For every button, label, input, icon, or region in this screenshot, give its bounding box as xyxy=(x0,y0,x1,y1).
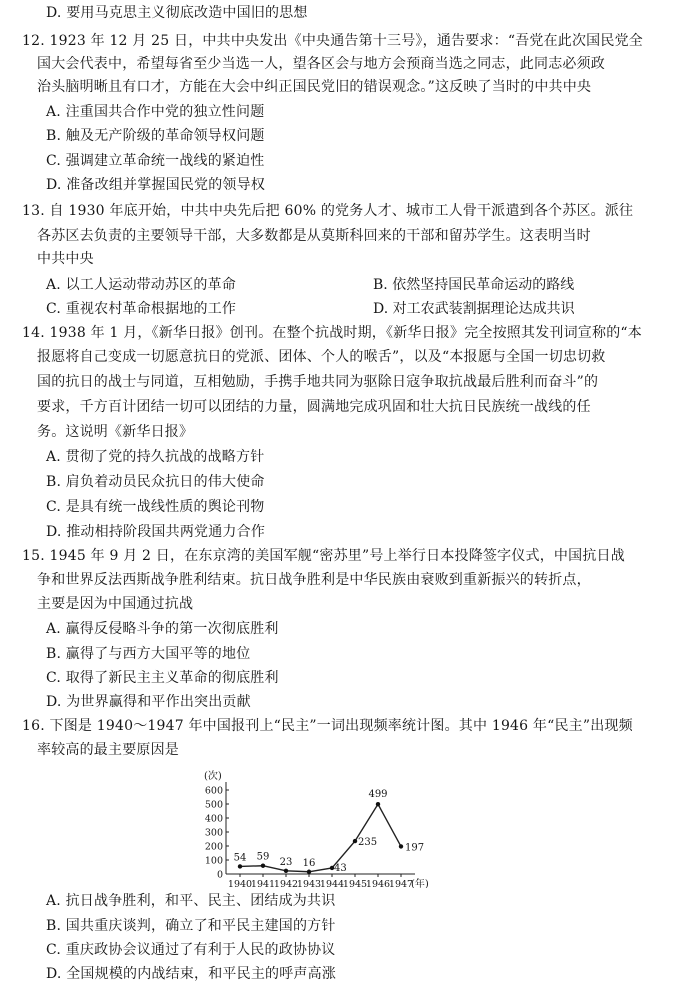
q12-option-b: B. 触及无产阶级的革命领导权问题 xyxy=(46,128,265,144)
q11-option-d: D. 要用马克思主义彻底改造中国旧的思想 xyxy=(46,5,308,21)
q13-option-b: B. 依然坚持国民革命运动的路线 xyxy=(373,277,575,293)
data-point xyxy=(353,839,357,843)
data-label: 23 xyxy=(279,856,293,868)
data-label: 59 xyxy=(256,851,270,863)
q15-stem-line-2: 争和世界反法西斯战争胜利结束。抗日战争胜利是中华民族由衰败到重新振兴的转折点， xyxy=(37,572,591,588)
data-label: 54 xyxy=(233,852,247,864)
y-tick-label: 300 xyxy=(204,827,223,839)
q12-option-c: C. 强调建立革命统一战线的紧迫性 xyxy=(46,153,265,169)
q12-option-a: A. 注重国共合作中党的独立性问题 xyxy=(46,104,265,120)
q15-option-d: D. 为世界赢得和平作出突出贡献 xyxy=(46,694,251,710)
q12-option-d: D. 准备改组并掌握国民党的领导权 xyxy=(46,177,266,193)
chart-data-labels xyxy=(234,789,424,874)
y-tick-label: 600 xyxy=(204,785,223,797)
y-tick-label: 200 xyxy=(204,841,223,853)
q14-option-c: C. 是具有统一战线性质的舆论刊物 xyxy=(46,499,265,515)
x-tick-label: 1944 xyxy=(319,879,345,888)
data-point xyxy=(238,864,242,868)
data-label: 16 xyxy=(302,857,316,869)
q14-option-d: D. 推动相持阶段国共两党通力合作 xyxy=(46,524,266,540)
q16-option-d: D. 全国规模的内战结束，和平民主的呼声高涨 xyxy=(46,966,337,982)
q14-option-a: A. 贯彻了党的持久抗战的战略方针 xyxy=(46,449,265,465)
data-point xyxy=(261,864,265,868)
data-label: 499 xyxy=(368,789,388,801)
data-point xyxy=(376,802,380,806)
data-label: 235 xyxy=(358,837,378,849)
q13-option-d: D. 对工农武装割据理论达成共识 xyxy=(373,301,575,317)
q14-stem-line-3: 国的抗日的战士与同道，互相勉励，手携手地共同为驱除日寇争取抗战最后胜利而奋斗”的 xyxy=(37,374,599,390)
q15-stem-line-3: 主要是因为中国通过抗战 xyxy=(37,596,194,612)
y-tick-label: 100 xyxy=(204,855,223,867)
q14-stem-line-1: 14. 1938 年 1 月，《新华日报》创刊。在整个抗战时期，《新华日报》完全按照其发刊词宣称的“本 xyxy=(22,325,642,341)
x-tick-label: 1946 xyxy=(365,879,391,888)
y-tick-label: 0 xyxy=(216,869,223,881)
y-axis-label: (次) xyxy=(204,771,222,782)
x-tick-label: 1940 xyxy=(227,879,253,888)
data-label: 197 xyxy=(405,842,425,854)
q15-option-c: C. 取得了新民主主义革命的彻底胜利 xyxy=(46,670,279,686)
democracy-frequency-chart xyxy=(190,770,500,888)
q15-option-a: A. 赢得反侵略斗争的第一次彻底胜利 xyxy=(46,621,279,637)
q13-stem-line-2: 各苏区去负责的主要领导干部，大多数都是从莫斯科回来的干部和留苏学生。这表明当时 xyxy=(37,228,591,244)
q16-stem-line-1: 16. 下图是 1940～1947 年中国报刊上“民主”一词出现频率统计图。其中 1946 年“民主”出现频 xyxy=(22,718,633,734)
q12-stem-line-2: 国大会代表中，希望每省至少当选一人，望各区会与地方会预商当选之同志，此同志必须政 xyxy=(37,56,605,72)
x-tick-label: 1942 xyxy=(273,879,299,888)
x-tick-label: 1941 xyxy=(250,879,276,888)
q14-stem-line-2: 报愿将自己变成一切愿意抗日的党派、团体、个人的喉舌”，以及“本报愿与全国一切忠切救 xyxy=(37,349,606,365)
q15-option-b: B. 赢得了与西方大国平等的地位 xyxy=(46,646,251,662)
q16-option-b: B. 国共重庆谈判，确立了和平民主建国的方针 xyxy=(46,918,336,934)
q12-stem-line-3: 治头脑明晰且有口才，方能在大会中纠正国民党旧的错误观念。”这反映了当时的中共中央 xyxy=(37,79,592,95)
q14-stem-line-4: 要求，千方百计团结一切可以团结的力量，圆满地完成巩固和壮大抗日民族统一战线的任 xyxy=(37,399,591,415)
q16-option-c: C. 重庆政协会议通过了有利于人民的政协协议 xyxy=(46,942,336,958)
q16-option-a: A. 抗日战争胜利，和平、民主、团结成为共识 xyxy=(46,893,336,909)
y-tick-label: 400 xyxy=(204,813,223,825)
x-tick-label: 1945 xyxy=(342,879,368,888)
y-tick-label: 500 xyxy=(204,799,223,811)
data-label: 43 xyxy=(334,862,347,874)
data-point xyxy=(284,869,288,873)
q13-stem-line-1: 13. 自 1930 年底开始，中共中央先后把 60% 的党务人才、城市工人骨干派遣到各个苏区。派往 xyxy=(22,203,634,219)
q13-option-c: C. 重视农村革命根据地的工作 xyxy=(46,301,237,317)
data-point xyxy=(399,844,403,848)
q13-stem-line-3: 中共中央 xyxy=(37,251,94,267)
data-point xyxy=(307,870,311,874)
q16-stem-line-2: 率较高的最主要原因是 xyxy=(37,742,179,758)
x-tick-label: 1943 xyxy=(296,879,322,888)
q12-stem-line-1: 12. 1923 年 12 月 25 日，中共中央发出《中央通告第十三号》，通告要求：“吾党在此次国民党全 xyxy=(22,33,643,49)
q14-option-b: B. 肩负着动员民众抗日的伟大使命 xyxy=(46,474,265,490)
q15-stem-line-1: 15. 1945 年 9 月 2 日，在东京湾的美国军舰“密苏里”号上举行日本投降签字仪式，中国抗日战 xyxy=(22,548,625,564)
q14-stem-line-5: 务。这说明《新华日报》 xyxy=(37,424,194,440)
chart-points xyxy=(238,802,403,874)
x-tick-label: 1947 xyxy=(388,879,414,888)
x-axis-label: (年) xyxy=(411,879,429,888)
q13-option-a: A. 以工人运动带动苏区的革命 xyxy=(46,277,237,293)
